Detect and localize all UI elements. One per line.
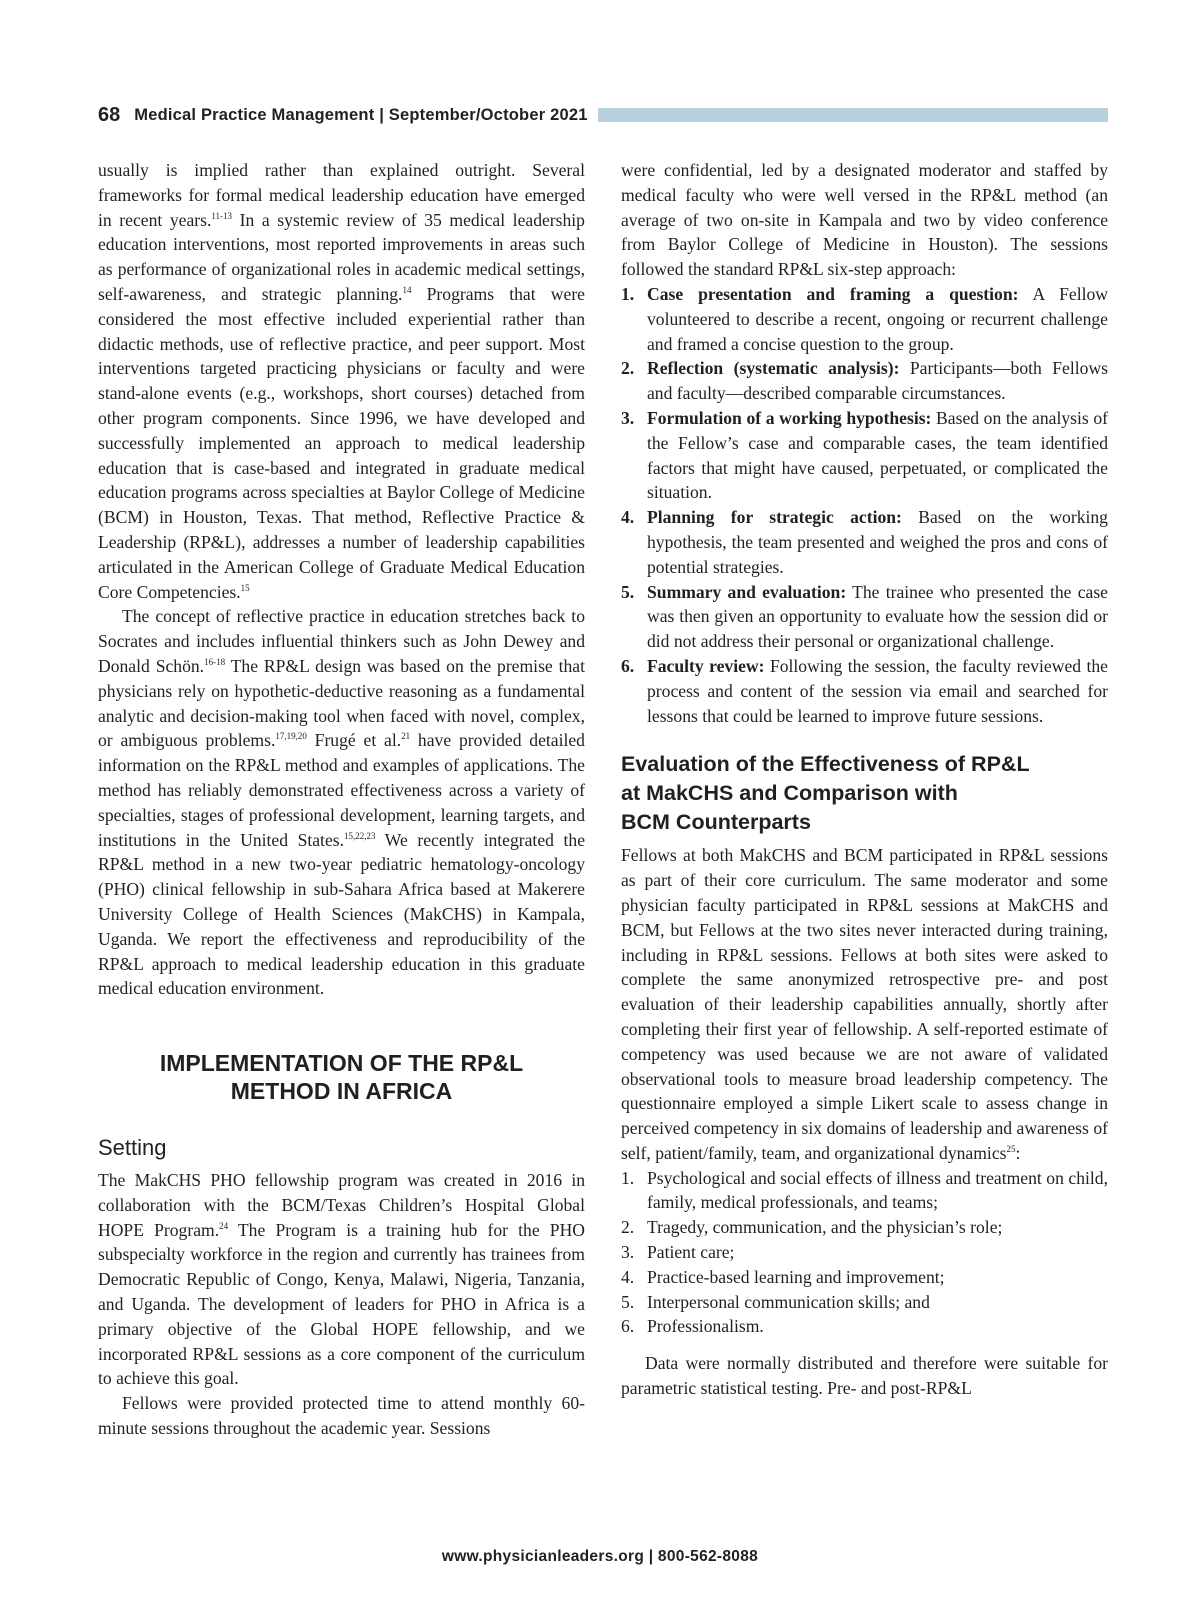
list-item: 4. Planning for strategic action: Based on the working hypothesis, the team presented and weighed the pros and cons of potential strategies. (621, 507, 1108, 577)
list-item: 6. Faculty review: Following the session, the faculty reviewed the process and content of the session via email and searched for lessons that could be learned to improve future sessions. (621, 655, 1108, 726)
steps-list (621, 282, 1108, 728)
list-item: 3. Formulation of a working hypothesis: Based on the analysis of the Fellow’s case and comparable cases, the team identified factors that might have caused, perpetuated, or complicated the situation. (621, 407, 1108, 503)
paragraph: The MakCHS PHO fellowship program was created in 2016 in collaboration with the BCM/Texas Children’s Hospital Global HOPE Program.$^{24}$ The Program is a training hub for the PHO subspecialty workforce in the region and currently has trainees from Democratic Republic of Congo, Kenya, Malawi, Nigeria, Tanzania, and Uganda. The development of leaders for PHO in Africa is a primary objective of the Global HOPE fellowship, and we incorporated RP&L sessions as a core component of the curriculum to achieve this goal. (98, 1170, 585, 1389)
running-header (98, 100, 1108, 130)
paragraph: Fellows were provided protected time to attend monthly 60-minute sessions throughout the academic year. Sessions (98, 1393, 585, 1439)
list-item: 2. Reflection (systematic analysis): Participants—both Fellows and faculty—described comparable circumstances. (621, 358, 1108, 404)
subsection-heading: Setting (98, 1135, 167, 1161)
domains-list (621, 1166, 1108, 1340)
paragraph: Data were normally distributed and therefore were suitable for parametric statistical testing. Pre- and post-RP&L (621, 1353, 1108, 1399)
list-item: 1. Psychological and social effects of illness and treatment on child, family, medical professionals, and teams; (621, 1167, 1108, 1213)
left-column (98, 158, 585, 1520)
paragraph: usually is implied rather than explained outright. Several frameworks for formal medical leadership education have emerged in recent years.$^{11-13}$ In a systemic review of 35 medical leadership education interventions, most reported improvements in areas such as performance of organizational roles in academic medical settings, self-awareness, and strategic planning.$^{14}$ Programs that were considered the most effective included experiential rather than didactic methods, use of reflective practice, and peer support. Most interventions targeted practicing physicians or faculty and were stand-alone events (e.g., workshops, short courses) detached from other program components. Since 1996, we have developed and successfully implemented an approach to medical leadership education that is case-based and integrated in graduate medical education programs across specialties at Baylor College of Medicine (BCM) in Houston, Texas. That method, Reflective Practice & Leadership (RP&L), addresses a number of leadership capabilities articulated in the American College of Graduate Medical Education Core Competencies.$^{15}$ (98, 160, 585, 602)
list-item: 5. Interpersonal communication skills; and (621, 1291, 930, 1312)
section-heading: Evaluation of the Effectiveness of RP&L at MakCHS and Comparison with BCM Counterparts (621, 752, 1030, 835)
paragraph: Fellows at both MakCHS and BCM participated in RP&L sessions as part of their core curriculum. The same moderator and some physician faculty participated in RP&L sessions at MakCHS and BCM, but Fellows at the two sites never interacted during training, including in RP&L sessions. Fellows at both sites were asked to complete the same anonymized retrospective pre- and post evaluation of their leadership capabilities annually, shortly after completing their first year of fellowship. A self-reported estimate of competency was used because we are not aware of validated observational tools to measure broad leadership competency. The questionnaire employed a simple Likert scale to assess change in perceived competency in six domains of leadership and awareness of self, patient/family, team, and organizational dynamics$^{25}$: (621, 845, 1108, 1163)
list-item: 2. Tragedy, communication, and the physician’s role; (621, 1217, 1003, 1238)
list-item: 1. Case presentation and framing a question: A Fellow volunteered to describe a recent, ongoing or recurrent challenge and framed a concise question to the group. (621, 283, 1108, 354)
footer-contact: www.physicianleaders.org | 800-562-8088 (441, 1548, 759, 1565)
list-item: 6. Professionalism. (621, 1316, 764, 1337)
paragraph: The concept of reflective practice in education stretches back to Socrates and includes influential thinkers such as John Dewey and Donald Schön.$^{16-18}$ The RP&L design was based on the premise that physicians rely on hypothetic-deductive reasoning as a fundamental analytic and decision-making tool when faced with novel, complex, or ambiguous problems.$^{17,19,20}$ Frugé et al.$^{21}$ have provided detailed information on the RP&L method and examples of applications. The method has reliably demonstrated effectiveness across a variety of specialties, stages of professional development, learning targets, and institutions in the United States.$^{15,22,23}$ We recently integrated the RP&L method in a new two-year pediatric hematology-oncology (PHO) clinical fellowship in sub-Sahara Africa based at Makerere University College of Health Sciences (MakCHS) in Kampala, Uganda. We report the effectiveness and reproducibility of the RP&L approach to medical leadership education in this graduate medical education environment. (98, 606, 585, 999)
section-heading: IMPLEMENTATION OF THE RP&L METHOD IN AFRICA (159, 1050, 524, 1105)
list-item: 5. Summary and evaluation: The trainee who presented the case was then given an opportunity to evaluate how the session did or did not address their personal or organizational challenge. (621, 581, 1108, 652)
paragraph: were confidential, led by a designated moderator and staffed by medical faculty who were well versed in the RP&L method (an average of two on-site in Kampala and two by video conference from Baylor College of Medicine in Houston). The sessions followed the standard RP&L six-step approach: (621, 160, 1108, 280)
list-item: 3. Patient care; (621, 1242, 735, 1263)
header-rule (598, 108, 1108, 122)
journal-title: Medical Practice Management | September/October 2021 (134, 105, 588, 124)
list-item: 4. Practice-based learning and improvement; (621, 1266, 945, 1287)
page-number: 68 (98, 103, 121, 126)
right-column (621, 158, 1108, 1520)
